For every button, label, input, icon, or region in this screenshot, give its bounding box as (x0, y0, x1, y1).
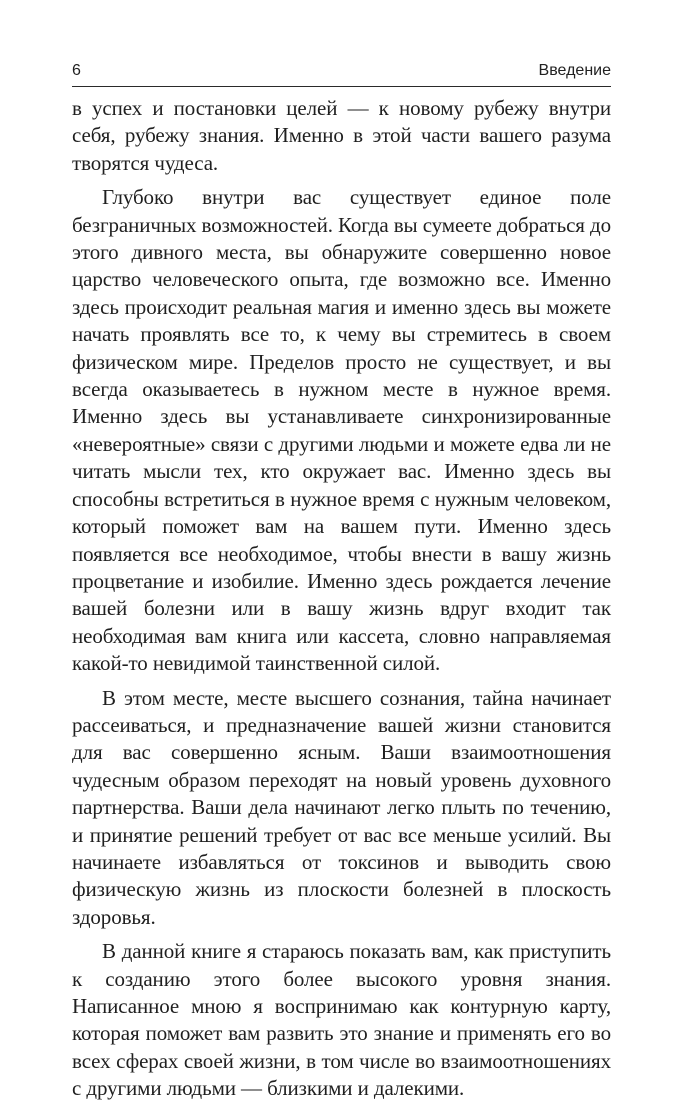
paragraph: В данной книге я стараюсь показать вам, как приступить к созданию этого более высокого уровня знания. Написанное мною я воспринимаю как контурную карту, которая поможет вам развить это знание и применять его во всех сферах своей жизни, в том числе во взаимоотношениях с другими людьми — близкими и далекими. (72, 939, 611, 1101)
section-title: Введение (538, 62, 611, 79)
paragraph: Глубоко внутри вас существует единое поле безграничных возможностей. Когда вы сумеете добраться до этого дивного места, вы обнаружите совершенно новое царство человеческого опыта, где возможно все. Именно здесь происходит реальная магия и именно здесь вы можете начать проявлять все то, к чему вы стремитесь в своем физическом мире. Пределов просто не существует, и вы всегда оказываетесь в нужном месте в нужное время. Именно здесь вы устанавливаете синхронизированные «невероятные» связи с другими людьми и можете едва ли не читать мысли тех, кто окружает вас. Именно здесь вы способны встретиться в нужное время с нужным человеком, который поможет вам на вашем пути. Именно здесь появляется все необходимое, чтобы внести в вашу жизнь процветание и изобилие. Именно здесь рождается лечение вашей болезни или в вашу жизнь вдруг входит так необходимая вам книга или кассета, словно направляемая какой-то невидимой таинственной силой. (72, 185, 611, 676)
running-header (72, 62, 611, 86)
paragraph-continuation: в успех и постановки целей — к новому рубежу внутри себя, рубежу знания. Именно в этой части вашего разума творятся чудеса. (72, 96, 611, 175)
header-rule (72, 86, 611, 87)
page-number: 6 (72, 62, 81, 79)
paragraph: В этом месте, месте высшего сознания, тайна начинает рассеиваться, и предназначение вашей жизни становится для вас совершенно ясным. Ваши взаимоотношения чудесным образом переходят на новый уровень духовного партнерства. Ваши дела начинают легко плыть по течению, и принятие решений требует от вас все меньше усилий. Вы начинаете избавляться от токсинов и выводить свою физическую жизнь из плоскости болезней в плоскость здоровья. (72, 685, 611, 929)
body-text (72, 95, 611, 1103)
